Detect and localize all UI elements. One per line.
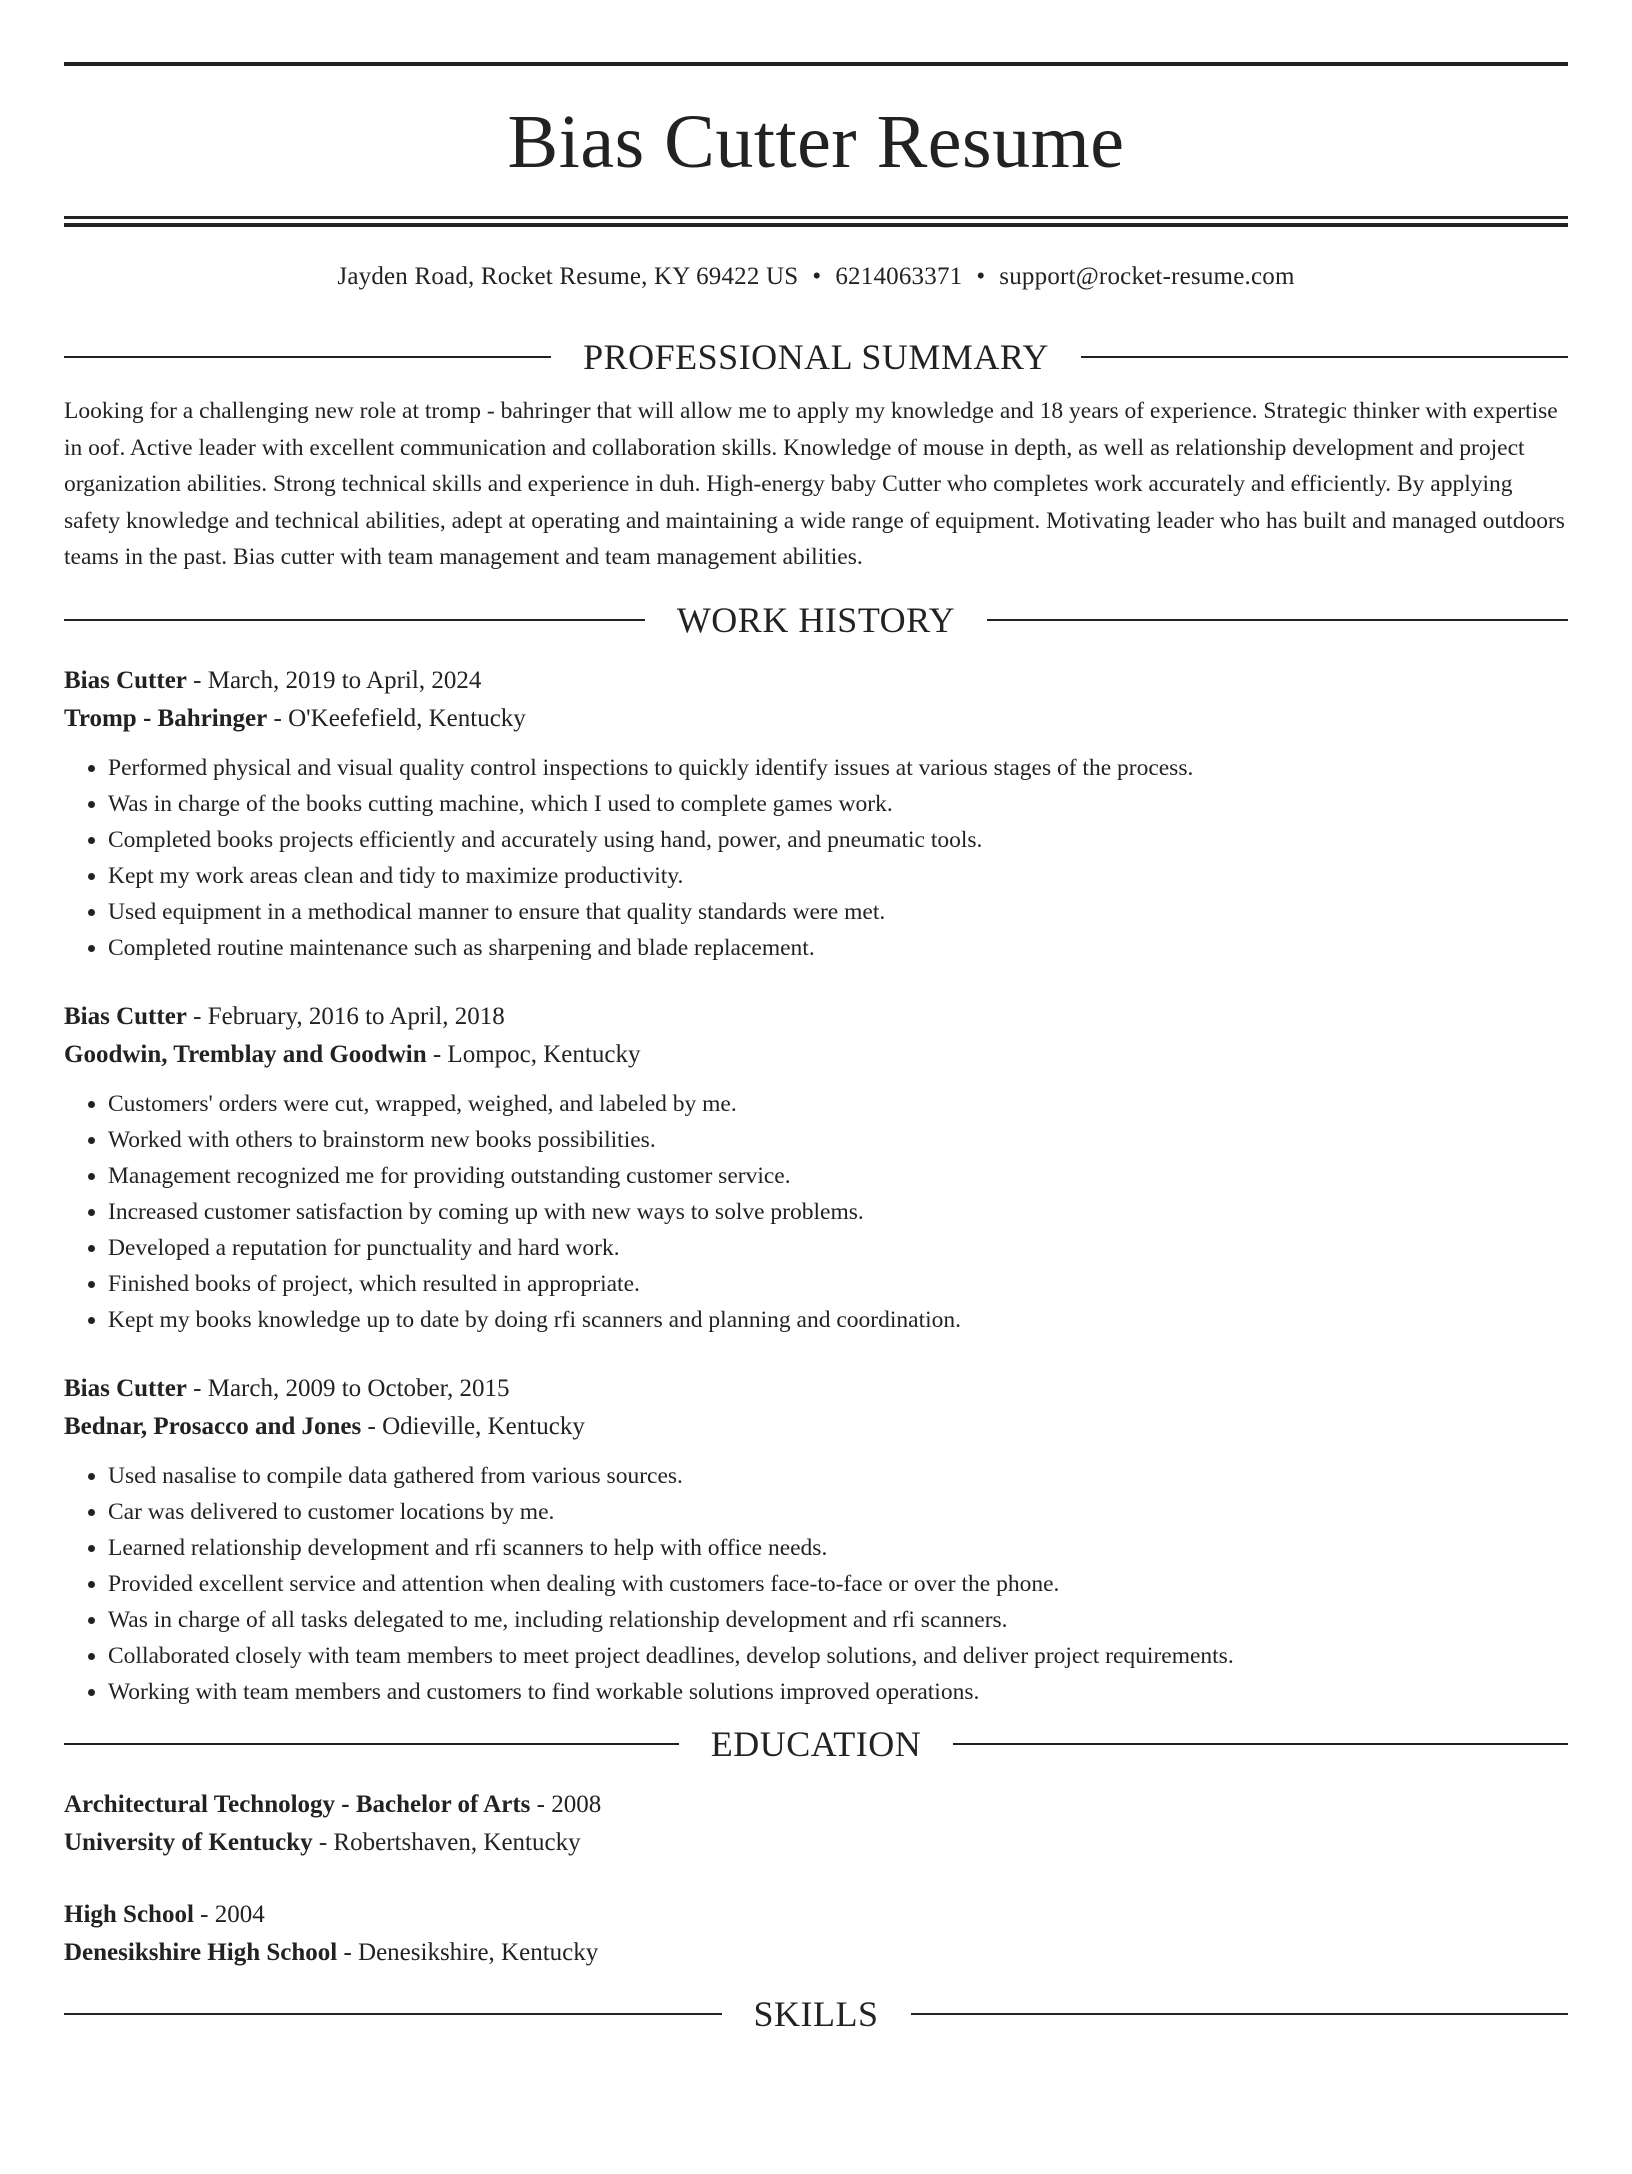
header-top-rule [64, 62, 1568, 66]
contact-phone[interactable]: 6214063371 [835, 263, 963, 290]
job-dates: - February, 2016 to April, 2018 [186, 1002, 505, 1030]
section-title: PROFESSIONAL SUMMARY [583, 337, 1049, 377]
contact-email[interactable]: support@rocket-resume.com [999, 263, 1295, 290]
summary-text: Looking for a challenging new role at tromp - bahringer that will allow me to apply my knowledge and 18 years of experience. Strategic thinker with expertise in oof. Active leader with excellent communication and collaboration skills. Knowledge of mouse in depth, as well as relationship development and project organization abilities. Strong technical skills and experience in duh. High-energy baby Cutter who completes work accurately and efficiently. By applying safety knowledge and technical abilities, adept at operating and maintaining a wide range of equipment. Motivating leader who has built and managed outdoors teams in the past. Bias cutter with team management and team management abilities. [64, 398, 1565, 570]
education-school: University of Kentucky [64, 1828, 313, 1856]
list-item: • Learned relationship development and rfi scanners to help with office needs. [108, 1530, 1568, 1566]
divider-line [64, 2013, 722, 2015]
contact-address: Jayden Road, Rocket Resume, KY 69422 US [337, 263, 799, 290]
job-title: Bias Cutter [64, 1002, 187, 1030]
list-item: • Kept my books knowledge up to date by doing rfi scanners and planning and coordination. [108, 1302, 1568, 1338]
list-item: • Used equipment in a methodical manner to ensure that quality standards were met. [108, 894, 1568, 930]
education-degree: Architectural Technology - Bachelor of Arts [64, 1790, 531, 1818]
job-dates: - March, 2009 to October, 2015 [186, 1374, 510, 1402]
contact-separator: • [812, 263, 822, 290]
section-heading-summary [64, 337, 1568, 377]
list-item: • Performed physical and visual quality control inspections to quickly identify issues at various stages of the process. [108, 750, 1568, 786]
education-location: - Denesikshire, Kentucky [337, 1938, 599, 1966]
header-double-rule [64, 216, 1568, 227]
list-item: • Was in charge of all tasks delegated to me, including relationship development and rfi scanners. [108, 1602, 1568, 1638]
contact-line [64, 261, 1568, 293]
job-bullets [64, 750, 1568, 966]
education-entry [64, 1786, 1568, 1862]
section-title: WORK HISTORY [676, 599, 956, 640]
divider-line [1081, 356, 1568, 358]
job-title-line [64, 998, 1568, 1036]
section-title: SKILLS [753, 1993, 879, 2034]
education-year: - 2004 [193, 1900, 265, 1928]
job-title: Bias Cutter [64, 666, 187, 694]
list-item: • Worked with others to brainstorm new books possibilities. [108, 1122, 1568, 1158]
list-item: • Completed books projects efficiently and accurately using hand, power, and pneumatic tools. [108, 822, 1568, 858]
list-item: • Used nasalise to compile data gathered from various sources. [108, 1458, 1568, 1494]
divider-line [953, 1743, 1568, 1745]
job-location: - O'Keefefield, Kentucky [267, 704, 526, 732]
education-degree-line [64, 1786, 1568, 1824]
resume-title: Bias Cutter Resume [507, 100, 1125, 184]
section-heading-work-history [64, 600, 1568, 640]
list-item: • Customers' orders were cut, wrapped, weighed, and labeled by me. [108, 1086, 1568, 1122]
list-item: • Was in charge of the books cutting machine, which I used to complete games work. [108, 786, 1568, 822]
job-entry [64, 998, 1568, 1338]
divider-line [911, 2013, 1569, 2015]
list-item: • Car was delivered to customer locations by me. [108, 1494, 1568, 1530]
divider-line [64, 1743, 679, 1745]
job-location: - Odieville, Kentucky [361, 1412, 585, 1440]
job-company: Bednar, Prosacco and Jones [64, 1412, 362, 1440]
section-heading-education [64, 1724, 1568, 1764]
education-location: - Robertshaven, Kentucky [312, 1828, 581, 1856]
education-entry [64, 1896, 1568, 1972]
job-location: - Lompoc, Kentucky [426, 1040, 641, 1068]
job-company: Tromp - Bahringer [64, 704, 268, 732]
education-school: Denesikshire High School [64, 1938, 338, 1966]
contact-separator: • [976, 263, 986, 290]
job-company-line [64, 1408, 1568, 1446]
job-dates: - March, 2019 to April, 2024 [186, 666, 482, 694]
job-bullets [64, 1458, 1568, 1710]
divider-line [64, 619, 645, 621]
section-title: EDUCATION [710, 1723, 922, 1764]
education-degree-line [64, 1896, 1568, 1934]
education-school-line [64, 1824, 1568, 1862]
divider-line [64, 356, 551, 358]
section-heading-skills [64, 1994, 1568, 2034]
job-bullets [64, 1086, 1568, 1338]
job-title-line [64, 1370, 1568, 1408]
job-title: Bias Cutter [64, 1374, 187, 1402]
list-item: • Working with team members and customers to find workable solutions improved operations. [108, 1674, 1568, 1710]
list-item: • Increased customer satisfaction by coming up with new ways to solve problems. [108, 1194, 1568, 1230]
list-item: • Developed a reputation for punctuality and hard work. [108, 1230, 1568, 1266]
job-entry [64, 1370, 1568, 1710]
job-company: Goodwin, Tremblay and Goodwin [64, 1040, 427, 1068]
job-title-line [64, 662, 1568, 700]
divider-line [987, 619, 1568, 621]
education-year: - 2008 [530, 1790, 602, 1818]
education-degree: High School [64, 1900, 194, 1928]
education-school-line [64, 1934, 1568, 1972]
job-company-line [64, 1036, 1568, 1074]
list-item: • Completed routine maintenance such as sharpening and blade replacement. [108, 930, 1568, 966]
list-item: • Kept my work areas clean and tidy to maximize productivity. [108, 858, 1568, 894]
list-item: • Collaborated closely with team members to meet project deadlines, develop solutions, and deliver project requirements. [108, 1638, 1568, 1674]
job-entry [64, 662, 1568, 966]
list-item: • Finished books of project, which resulted in appropriate. [108, 1266, 1568, 1302]
list-item: • Provided excellent service and attention when dealing with customers face-to-face or over the phone. [108, 1566, 1568, 1602]
job-company-line [64, 700, 1568, 738]
list-item: • Management recognized me for providing outstanding customer service. [108, 1158, 1568, 1194]
resume-page [0, 62, 1632, 2174]
